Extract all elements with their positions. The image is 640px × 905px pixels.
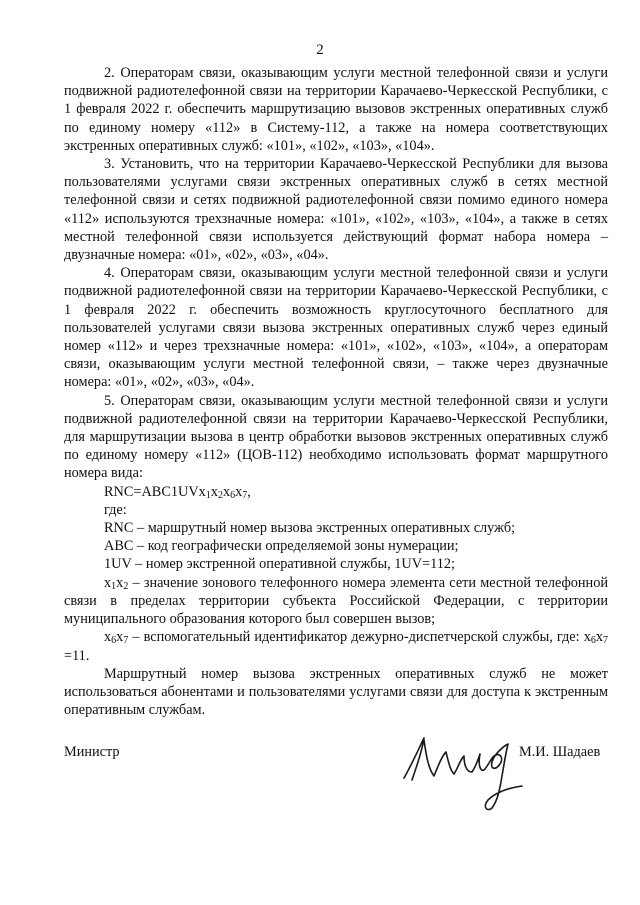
where-label: где: bbox=[104, 501, 127, 518]
signature-block bbox=[64, 730, 608, 820]
closing-paragraph: Маршрутный номер вызова экстренных оперативных служб не может использоваться абонентами и пользователями услугами связи для доступа к экстренным оперативным службам. bbox=[64, 665, 608, 719]
handwritten-signature bbox=[398, 730, 534, 816]
definition-x6x7: $x_6x_7$ – вспомогательный идентификатор дежурно-диспетчерской службы, где: $x_6x_7 =11$. bbox=[64, 629, 608, 664]
definition-rnc: RNC – маршрутный номер вызова экстренных оперативных служб; bbox=[104, 520, 516, 537]
paragraph-5: 5. Операторам связи, оказывающим услуги местной телефонной связи и услуги подвижной радиотелефонной связи на территории Карачаево-Черкесской Республики, для маршрутизации вызова в центр обработки вызовов экстренных оперативных служб по единому номеру «112» (ЦОВ-112) необходимо использовать формат маршрутного номера вида: bbox=[64, 392, 608, 482]
definition-1uv: 1UV – номер экстренной оперативной службы, 1UV=112; bbox=[104, 556, 455, 573]
paragraph-2: 2. Операторам связи, оказывающим услуги местной телефонной связи и услуги подвижной радиотелефонной связи на территории Карачаево-Черкесской Республики, с 1 февраля 2022 г. обеспечить маршрутизацию вызовов экстренных оперативных служб по единому номеру «112» в Систему-112, а также на номера соответствующих экстренных оперативных служб: «101», «102», «103», «104». bbox=[64, 65, 608, 154]
page-number: 2 bbox=[316, 42, 324, 58]
document-body bbox=[64, 64, 608, 719]
routing-number-formula: $RNC=ABC1UVx_1x_2x_6x_7$, bbox=[104, 483, 251, 501]
paragraph-4: 4. Операторам связи, оказывающим услуги местной телефонной связи и услуги подвижной радиотелефонной связи на территории Карачаево-Черкесской Республики, с 1 февраля 2022 г. обеспечить возможность круглосуточного бесплатного для пользователей услугами связи вызова экстренных оперативных служб через единый номер «112» и через трехзначные номера: «101», «102», «103», «104», а операторам связи, оказывающим услуги местной телефонной связи, – также через двузначные номера: «01», «02», «03», «04». bbox=[64, 265, 608, 391]
minister-name: М.И. Шадаев bbox=[519, 744, 601, 760]
definition-x1x2: $x_1x_2$ – значение зонового телефонного номера элемента сети местной телефонной связи в пределах территории субъекта Российской Федерации, с территории муниципального образования которого был совершен вызов; bbox=[64, 574, 608, 628]
paragraph-3: 3. Установить, что на территории Карачаево-Черкесской Республики для вызова пользователями услугами связи экстренных оперативных служб в сетях местной телефонной связи и сетях подвижной радиотелефонной связи помимо единого номера «112» используются трехзначные номера: «101», «102», «103», «104», а также в сетях местной телефонной связи используется действующий формат набора номера – двузначные номера: «01», «02», «03», «04». bbox=[64, 156, 608, 264]
definition-abc: ABC – код географически определяемой зоны нумерации; bbox=[104, 538, 459, 555]
minister-title: Министр bbox=[64, 744, 120, 760]
